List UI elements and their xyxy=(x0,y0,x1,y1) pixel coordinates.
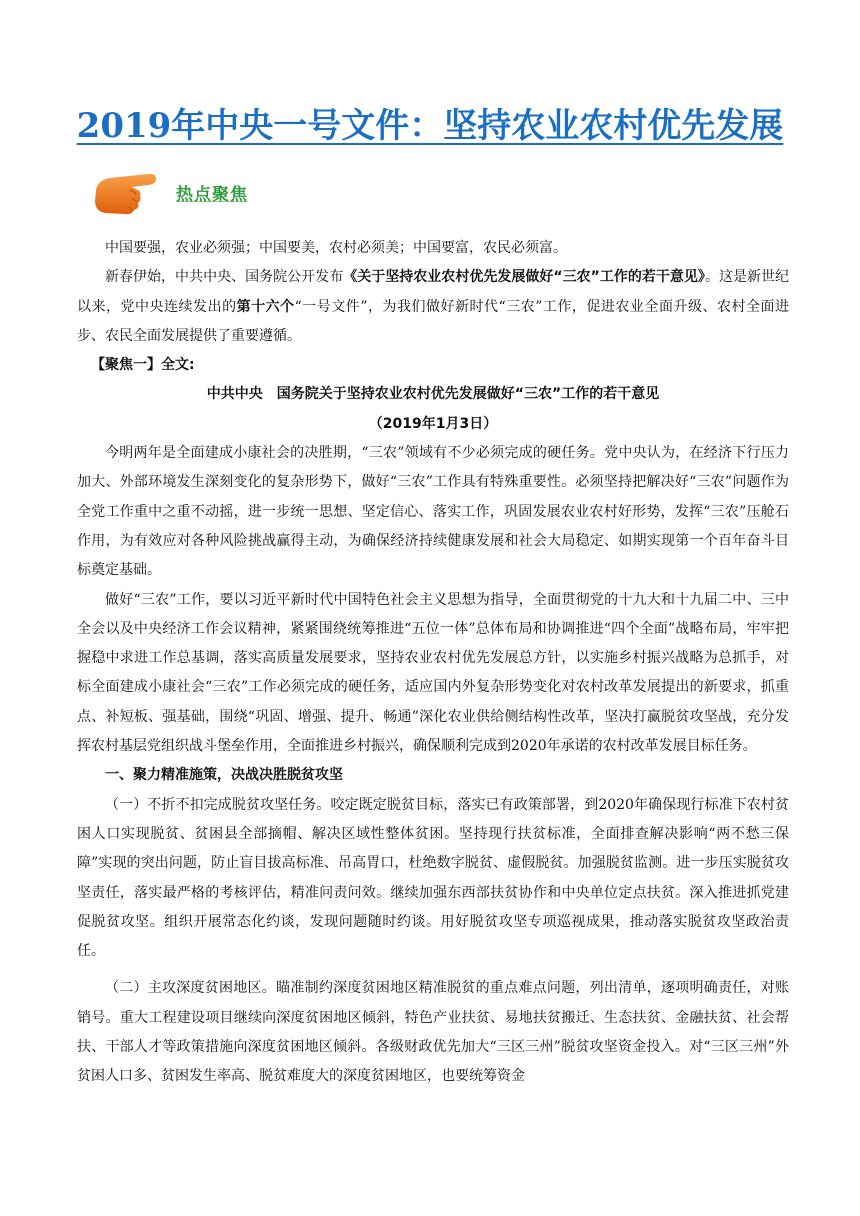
hotspot-banner xyxy=(92,168,282,218)
body-paragraph-1: 今明两年是全面建成小康社会的决胜期，“三农”领域有不少必须完成的硬任务。党中央认为，在经济下行压力加大、外部环境发生深刻变化的复杂形势下，做好“三农”工作具有特殊重要性。必须坚持把解决好“三农”问题作为全党工作重中之重不动摇，进一步统一思想、坚定信心、落实工作，巩固发展农业农村好形势，发挥“三农”压舱石作用，为有效应对各种风险挑战赢得主动，为确保经济持续健康发展和社会大局稳定、如期实现第一个百年奋斗目标奠定基础。 xyxy=(77,445,789,579)
spacer xyxy=(77,966,789,974)
focus-label: 【聚焦一】全文: xyxy=(91,357,195,374)
intro-text: “一号文件”，为我们做好新时代“三农”工作，促进农业全面升级、农村全面进步、农民全面发展提供了重要遵循。 xyxy=(77,298,790,344)
intro-paragraph-2 xyxy=(77,263,789,351)
intro-paragraph-1: 中国要强，农业必须强；中国要美，农村必须美；中国要富，农民必须富。 xyxy=(105,240,567,256)
intro-doc-title: 《关于坚持农业农村优先发展做好“三农”工作的若干意见》 xyxy=(343,269,705,286)
focus-date: （2019年1月3日） xyxy=(368,415,498,432)
intro-text: 新春伊始，中共中央、国务院公开发布 xyxy=(105,269,344,286)
intro-text: 。这是新世纪以来，党中央连续发出的 xyxy=(77,269,790,315)
hotspot-label: 热点聚焦 xyxy=(176,185,248,205)
document-title xyxy=(0,98,860,147)
section-1-paragraph-2: （二）主攻深度贫困地区。瞄准制约深度贫困地区精准脱贫的重点难点问题，列出清单，逐项明确责任，对账销号。重大工程建设项目继续向深度贫困地区倾斜，特色产业扶贫、易地扶贫搬迁、生态扶贫、金融扶贫、社会帮扶、干部人才等政策措施向深度贫困地区倾斜。各级财政优先加大“三区三州”脱贫攻坚资金投入。对“三区三州”外贫困人口多、贫困发生率高、脱贫难度大的深度贫困地区，也要统筹资金 xyxy=(77,980,789,1085)
intro-emphasis: 第十六个 xyxy=(236,298,295,315)
document-body xyxy=(77,234,789,1092)
section-1-paragraph-1: （一）不折不扣完成脱贫攻坚任务。咬定既定脱贫目标，落实已有政策部署，到2020年确保现行标准下农村贫困人口实现脱贫、贫困县全部摘帽、解决区域性整体贫困。坚持现行扶贫标准，全面排查解决影响“两不愁三保障”实现的突出问题，防止盲目拔高标准、吊高胃口，杜绝数字脱贫、虚假脱贫。加强脱贫监测。进一步压实脱贫攻坚责任，落实最严格的考核评估，精准问责问效。继续加强东西部扶贫协作和中央单位定点扶贫。深入推进抓党建促脱贫攻坚。组织开展常态化约谈，发现问题随时约谈。用好脱贫攻坚专项巡视成果，推动落实脱贫攻坚政治责任。 xyxy=(77,796,789,960)
body-paragraph-2: 做好“三农”工作，要以习近平新时代中国特色社会主义思想为指导，全面贯彻党的十九大和十九届二中、三中全会以及中央经济工作会议精神，紧紧围绕统筹推进“五位一体”总体布局和协调推进“四个全面”战略布局，牢牢把握稳中求进工作总基调，落实高质量发展要求，坚持农业农村优先发展总方针，以实施乡村振兴战略为总抓手，对标全面建成小康社会“三农”工作必须完成的硬任务，适应国内外复杂形势变化对农村改革发展提出的新要求，抓重点、补短板、强基础，围绕“巩固、增强、提升、畅通”深化农业供给侧结构性改革，坚决打赢脱贫攻坚战，充分发挥农村基层党组织战斗堡垒作用，全面推进乡村振兴，确保顺利完成到2020年承诺的农村改革发展目标任务。 xyxy=(77,591,789,755)
focus-doc-title: 中共中央 国务院关于坚持农业农村优先发展做好“三农”工作的若干意见 xyxy=(206,386,660,403)
pointing-hand-icon xyxy=(92,168,172,218)
section-heading-1: 一、聚力精准施策，决战决胜脱贫攻坚 xyxy=(105,767,343,784)
document-title-text: 2019年中央一号文件：坚持农业农村优先发展 xyxy=(76,106,784,146)
